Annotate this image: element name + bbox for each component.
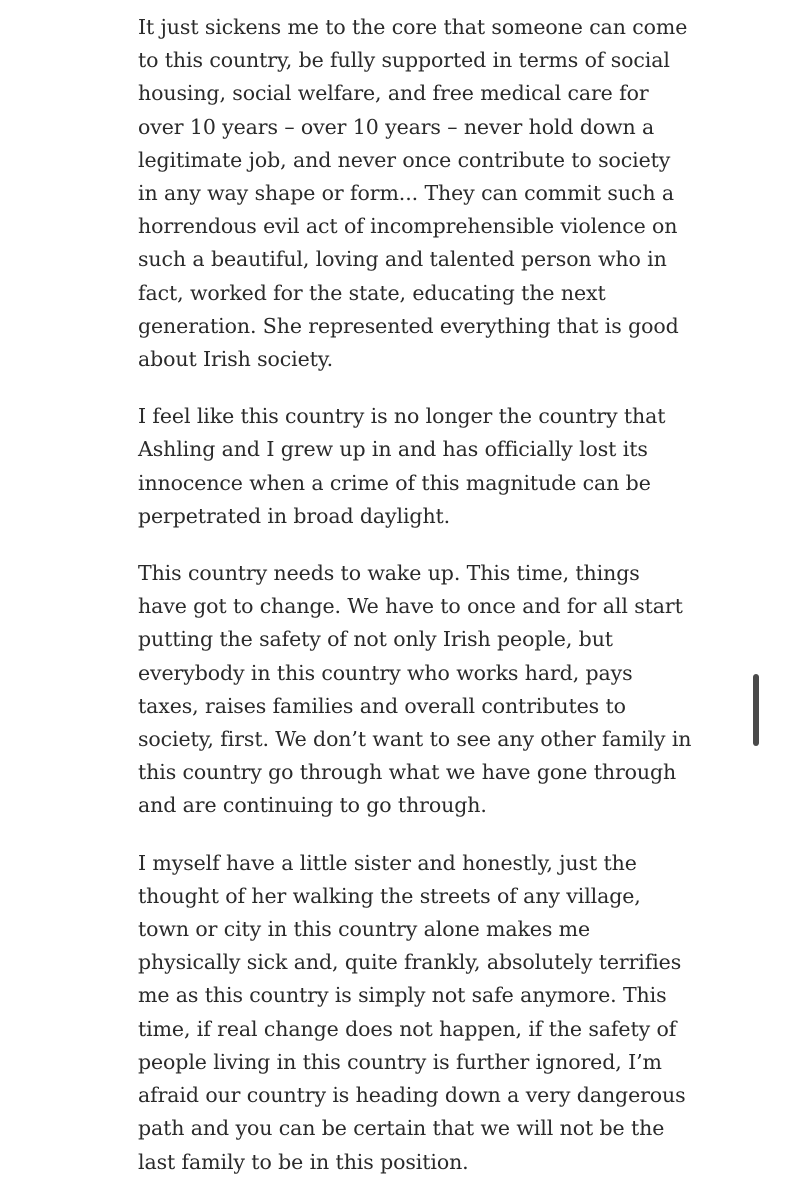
text-line: path and you can be certain that we will not be the: [138, 1116, 665, 1141]
text-line: have got to change. We have to once and for all start: [138, 594, 683, 619]
article-body: [138, 11, 692, 1203]
text-line: putting the safety of not only Irish people, but: [138, 627, 613, 652]
text-line: last family to be in this position.: [138, 1149, 469, 1174]
text-line: physically sick and, quite frankly, absolutely terrifies: [138, 950, 682, 975]
text-line: to this country, be fully supported in terms of social: [138, 48, 670, 73]
text-line: fact, worked for the state, educating the next: [138, 280, 606, 305]
text-line: time, if real change does not happen, if the safety of: [138, 1016, 677, 1041]
paragraph-3: [138, 557, 692, 823]
text-line: taxes, raises families and overall contributes to: [138, 693, 626, 718]
text-line: and are continuing to go through.: [138, 793, 487, 818]
text-line: me as this country is simply not safe anymore. This: [138, 983, 667, 1008]
paragraph-2: [138, 400, 678, 533]
text-line: society, first. We don’t want to see any other family in: [138, 727, 692, 752]
text-line: in any way shape or form... They can commit such a: [138, 181, 674, 206]
text-line: I myself have a little sister and honestly, just the: [138, 850, 637, 875]
text-line: such a beautiful, loving and talented person who in: [138, 247, 667, 272]
text-line: Ashling and I grew up in and has officially lost its: [138, 437, 648, 462]
text-line: horrendous evil act of incomprehensible violence on: [138, 214, 678, 239]
text-line: about Irish society.: [138, 347, 333, 372]
text-line: everybody in this country who works hard, pays: [138, 660, 633, 685]
text-line: It just sickens me to the core that someone can come: [138, 15, 688, 39]
text-line: legitimate job, and never once contribute to society: [138, 147, 671, 172]
text-line: perpetrated in broad daylight.: [138, 503, 451, 528]
text-line: people living in this country is further ignored, I’m: [138, 1049, 662, 1074]
scrollbar-thumb[interactable]: [753, 674, 759, 746]
text-line: over 10 years – over 10 years – never hold down a: [138, 114, 655, 139]
text-line: afraid our country is heading down a very dangerous: [138, 1083, 686, 1108]
text-line: This country needs to wake up. This time, things: [138, 561, 640, 586]
paragraph-1: [138, 11, 688, 376]
text-line: this country go through what we have gone through: [138, 760, 677, 785]
text-line: I feel like this country is no longer the country that: [138, 404, 666, 429]
text-line: thought of her walking the streets of any village,: [138, 883, 641, 908]
text-line: housing, social welfare, and free medical care for: [138, 81, 649, 106]
paragraph-4: [138, 847, 686, 1179]
text-line: town or city in this country alone makes me: [138, 917, 591, 942]
text-line: generation. She represented everything that is good: [138, 313, 679, 338]
text-line: innocence when a crime of this magnitude can be: [138, 470, 651, 495]
